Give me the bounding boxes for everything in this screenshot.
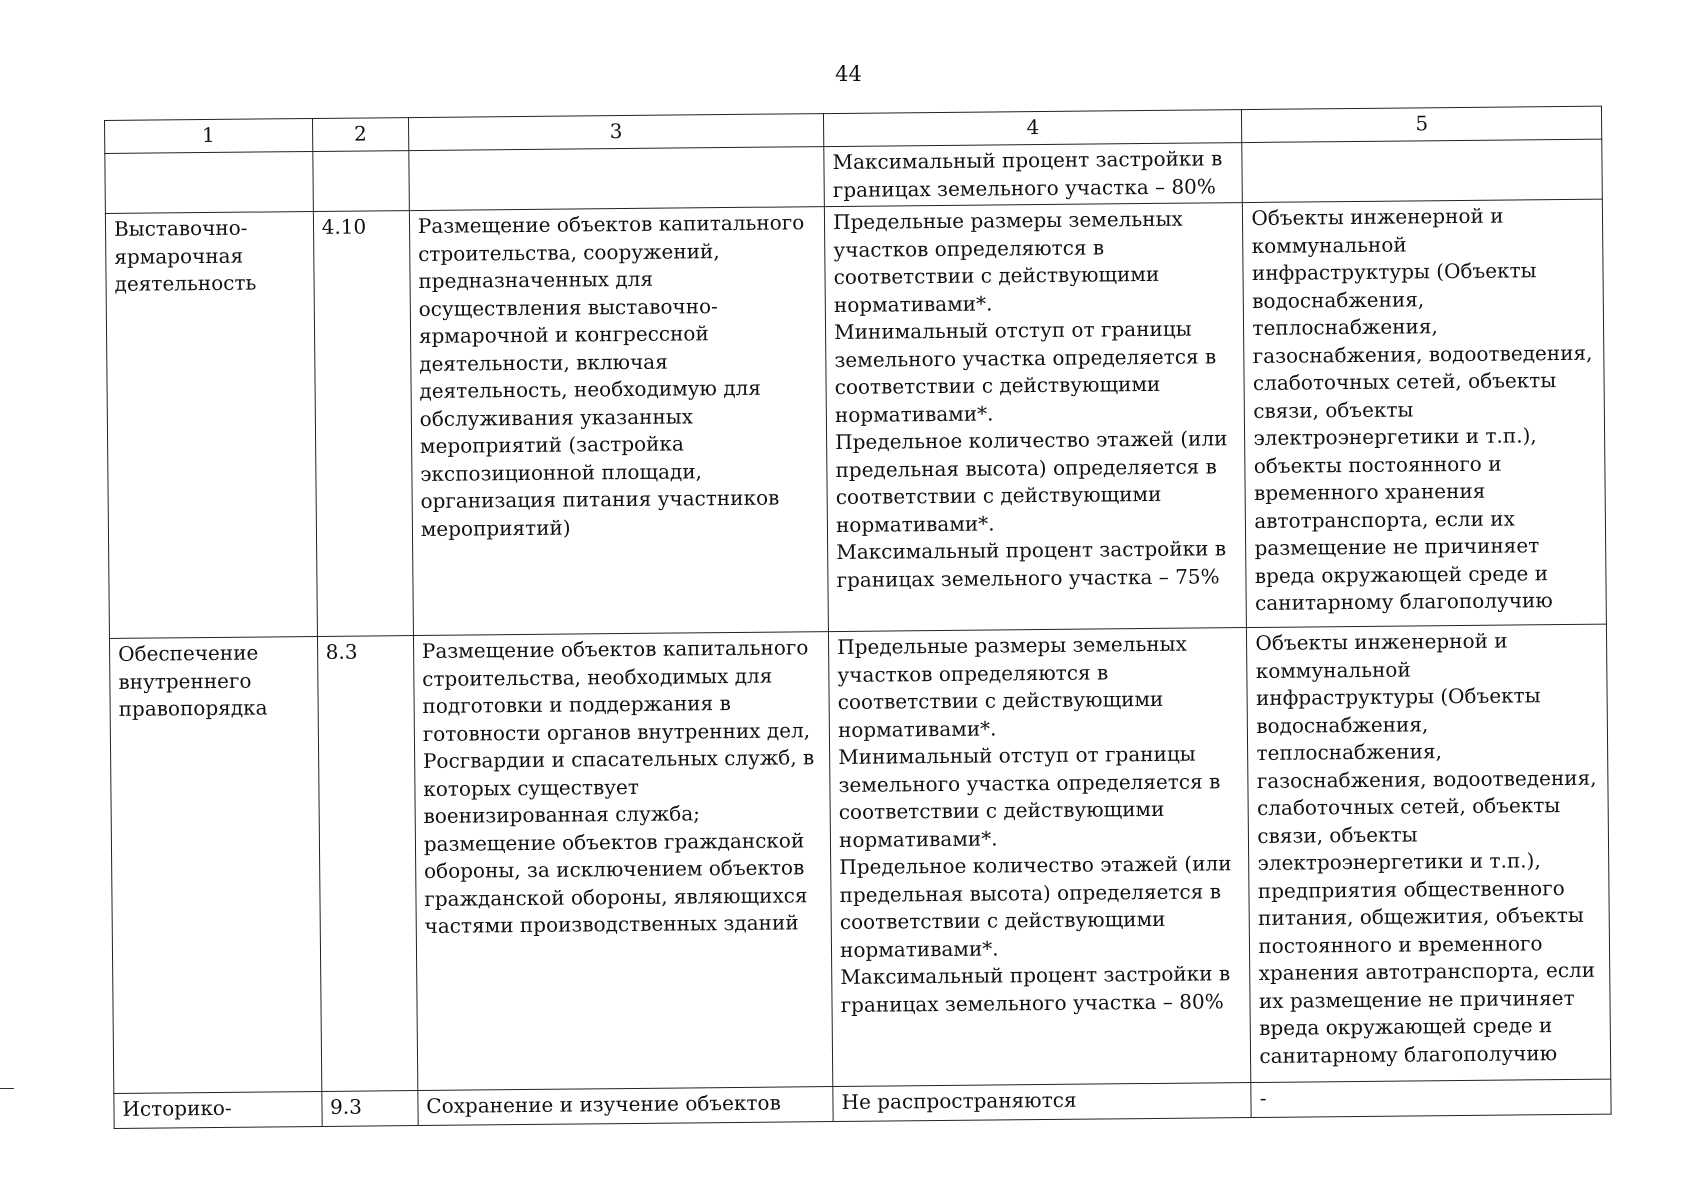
cell-parameters bbox=[829, 628, 1252, 1087]
cell-empty bbox=[1242, 139, 1602, 202]
table-row bbox=[109, 624, 1610, 1093]
cell-text: Сохранение и изучение объектов bbox=[426, 1090, 781, 1118]
cell-text: - bbox=[1259, 1085, 1267, 1110]
cell-parameters bbox=[824, 143, 1243, 207]
header-col-4: 4 bbox=[824, 110, 1243, 147]
cell-text: Не распространяются bbox=[841, 1087, 1077, 1114]
cell-auxiliary bbox=[1243, 199, 1607, 627]
cell-text: 8.3 bbox=[325, 639, 358, 664]
cell-auxiliary bbox=[1247, 624, 1611, 1082]
cell-empty bbox=[409, 147, 825, 211]
table-container bbox=[104, 106, 1612, 1129]
cell-description bbox=[418, 1087, 834, 1126]
cell-code bbox=[313, 211, 413, 637]
cell-empty bbox=[105, 152, 313, 214]
cell-text: Максимальный процент застройки в границах земельного участка – 80% bbox=[832, 146, 1223, 202]
land-use-table bbox=[104, 106, 1612, 1129]
cell-parameters bbox=[833, 1083, 1252, 1122]
cell-use-name bbox=[114, 1091, 322, 1128]
cell-code bbox=[321, 1091, 418, 1127]
cell-text: Объекты инженерной и коммунальной инфраструктуры (Объекты водоснабжения, теплоснабжения, газоснабжения, водоотведения, слаботочных сетей, объекты связи, объекты электроэнергетики и т.п.), объекты постоянного и временного хранения автотранспорта, если их размещение не причиняет вреда окружающей среде и санитарному благополучию bbox=[1251, 203, 1593, 615]
header-col-1: 1 bbox=[105, 119, 313, 154]
cell-use-name bbox=[105, 211, 317, 638]
cell-code bbox=[317, 636, 418, 1092]
cell-text: Размещение объектов капитального строительства, сооружений, предназначенных для осуществления выставочно- ярмарочной и конгрессной деятельности, включая деятельность, необходимую для обслуживания указанных мероприятий (застройка экспозиционной площади, организация питания участников мероприятий) bbox=[417, 210, 805, 541]
cell-text: Предельные размеры земельных участков определяются в соответствии с действующими нормативами*. Минимальный отступ от границы земельного участка определяется в соответствии с действующими нормативами*. Предельное количество этажей (или предельная высота) определяется в соответствии с действующими нормативами*. Максимальный процент застройки в границах земельного участка – 80% bbox=[837, 631, 1232, 1017]
cell-text: Обеспечение внутреннего правопорядка bbox=[118, 640, 268, 721]
cell-text: Выставочно- ярмарочная деятельность bbox=[113, 215, 257, 296]
cell-text: 4.10 bbox=[321, 214, 367, 239]
header-col-2: 2 bbox=[312, 118, 409, 152]
cell-description bbox=[409, 207, 828, 636]
cell-text: Предельные размеры земельных участков определяются в соответствии с действующими нормативами*. Минимальный отступ от границы земельного участка определяется в соответствии с действующими нормативами*. Предельное количество этажей (или предельная высота) определяется в соответствии с действующими нормативами*. Максимальный процент застройки в границах земельного участка – 75% bbox=[833, 206, 1228, 592]
header-col-3: 3 bbox=[408, 114, 824, 151]
margin-mark bbox=[0, 1088, 14, 1089]
cell-text: Объекты инженерной и коммунальной инфраструктуры (Объекты водоснабжения, теплоснабжения, газоснабжения, водоотведения, слаботочных сетей, объекты связи, объекты электроэнергетики и т.п.), предприятия общественного питания, общежития, объекты постоянного и временного хранения автотранспорта, если их размещение не причиняет вреда окружающей среде и санитарному благополучию bbox=[1255, 628, 1597, 1068]
page-number: 44 bbox=[835, 62, 862, 86]
cell-description bbox=[413, 632, 833, 1091]
cell-empty bbox=[312, 151, 409, 212]
table-row bbox=[105, 199, 1606, 638]
cell-text: 9.3 bbox=[329, 1094, 363, 1119]
cell-use-name bbox=[109, 636, 321, 1093]
cell-auxiliary bbox=[1251, 1079, 1611, 1117]
cell-text: Размещение объектов капитального строительства, необходимых для подготовки и поддержания в готовности органов внутренних дел, Росгвардии и спасательных служб, в которых существует военизированная служба; размещение объектов гражданской обороны, за исключением объектов гражданской обороны, являющихся частями производственных зданий bbox=[421, 635, 815, 938]
header-col-5: 5 bbox=[1242, 106, 1602, 142]
cell-parameters bbox=[824, 203, 1246, 632]
cell-text: Историко- bbox=[122, 1095, 232, 1121]
